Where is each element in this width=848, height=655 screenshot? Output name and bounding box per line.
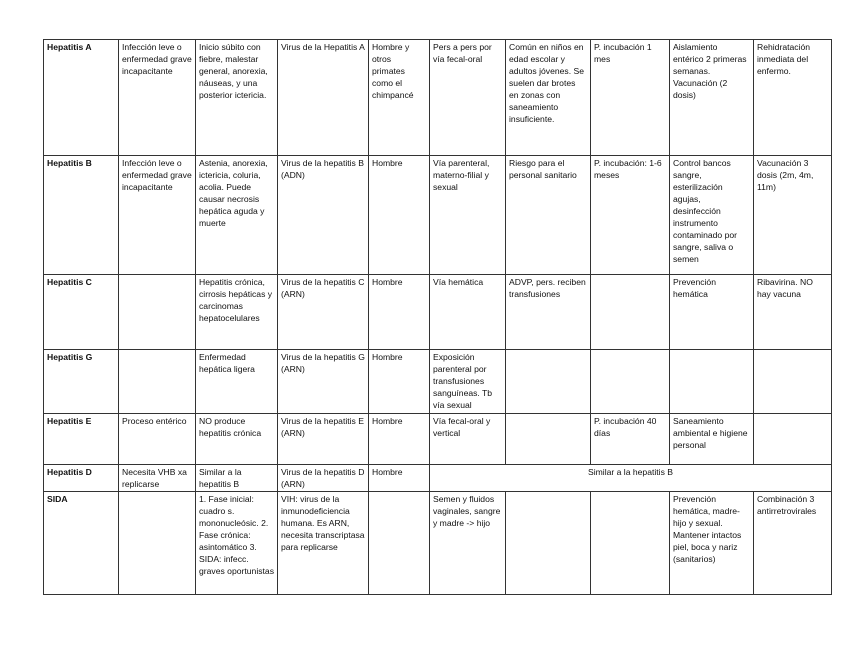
epidemiology-cell: Riesgo para el personal sanitario (506, 156, 591, 275)
prevention-cell: Control bancos sangre, esterilización agujas, desinfección instrumento contaminado por sangre, saliva o semen (670, 156, 754, 275)
hepatitis-table (43, 39, 832, 595)
incubation-cell (591, 492, 670, 595)
table-row (44, 350, 832, 414)
severity-cell: Infección leve o enfermedad grave incapacitante (119, 156, 196, 275)
severity-cell: Infección leve o enfermedad grave incapacitante (119, 40, 196, 156)
treatment-cell (754, 414, 832, 465)
symptoms-cell: Hepatitis crónica, cirrosis hepáticas y carcinomas hepatocelulares (196, 275, 278, 350)
severity-cell: Necesita VHB xa replicarse (119, 465, 196, 492)
reservoir-cell (369, 492, 430, 595)
symptoms-cell: Enfermedad hepática ligera (196, 350, 278, 414)
severity-cell: Proceso entérico (119, 414, 196, 465)
symptoms-cell: Astenia, anorexia, ictericia, coluria, acolia. Puede causar necrosis hepática aguda y muerte (196, 156, 278, 275)
table-row (44, 414, 832, 465)
disease-name-cell: Hepatitis G (44, 350, 119, 414)
disease-name-cell: Hepatitis D (44, 465, 119, 492)
epidemiology-cell: Común en niños en edad escolar y adultos jóvenes. Se suelen dar brotes en zonas con saneamiento insuficiente. (506, 40, 591, 156)
merged-note-cell: Similar a la hepatitis B (430, 465, 832, 492)
agent-cell: VIH: virus de la inmunodeficiencia humana. Es ARN, necesita transcriptasa para replicarse (278, 492, 369, 595)
prevention-cell: Saneamiento ambiental e higiene personal (670, 414, 754, 465)
epidemiology-cell (506, 414, 591, 465)
severity-cell (119, 492, 196, 595)
reservoir-cell: Hombre (369, 275, 430, 350)
incubation-cell (591, 275, 670, 350)
treatment-cell: Combinación 3 antirretrovirales (754, 492, 832, 595)
symptoms-cell: 1. Fase inicial: cuadro s. mononucleósic. 2. Fase crónica: asintomático 3. SIDA: infecc. graves oportunistas (196, 492, 278, 595)
severity-cell (119, 350, 196, 414)
reservoir-cell: Hombre y otros primates como el chimpancé (369, 40, 430, 156)
disease-name-cell: Hepatitis C (44, 275, 119, 350)
disease-name-cell: SIDA (44, 492, 119, 595)
table-row (44, 492, 832, 595)
table-row (44, 40, 832, 156)
symptoms-cell: Similar a la hepatitis B (196, 465, 278, 492)
agent-cell: Virus de la hepatitis B (ADN) (278, 156, 369, 275)
transmission-cell: Vía fecal-oral y vertical (430, 414, 506, 465)
prevention-cell: Prevención hemática, madre-hijo y sexual. Mantener intactos piel, boca y nariz (sanitarios) (670, 492, 754, 595)
prevention-cell: Aislamiento entérico 2 primeras semanas. Vacunación (2 dosis) (670, 40, 754, 156)
table-row (44, 156, 832, 275)
disease-name-cell: Hepatitis A (44, 40, 119, 156)
table-row (44, 465, 832, 492)
epidemiology-cell (506, 492, 591, 595)
prevention-cell: Prevención hemática (670, 275, 754, 350)
agent-cell: Virus de la hepatitis E (ARN) (278, 414, 369, 465)
reservoir-cell: Hombre (369, 156, 430, 275)
treatment-cell: Ribavirina. NO hay vacuna (754, 275, 832, 350)
reservoir-cell: Hombre (369, 414, 430, 465)
treatment-cell: Rehidratación inmediata del enfermo. (754, 40, 832, 156)
incubation-cell: P. incubación: 1-6 meses (591, 156, 670, 275)
transmission-cell: Pers a pers por vía fecal-oral (430, 40, 506, 156)
symptoms-cell: Inicio súbito con fiebre, malestar general, anorexia, náuseas, y una posterior ictericia. (196, 40, 278, 156)
table-row (44, 275, 832, 350)
disease-name-cell: Hepatitis E (44, 414, 119, 465)
transmission-cell: Exposición parenteral por transfusiones sanguíneas. Tb vía sexual (430, 350, 506, 414)
severity-cell (119, 275, 196, 350)
disease-name-cell: Hepatitis B (44, 156, 119, 275)
agent-cell: Virus de la Hepatitis A (278, 40, 369, 156)
incubation-cell: P. incubación 40 días (591, 414, 670, 465)
treatment-cell (754, 350, 832, 414)
epidemiology-cell (506, 350, 591, 414)
agent-cell: Virus de la hepatitis C (ARN) (278, 275, 369, 350)
transmission-cell: Vía parenteral, materno-filial y sexual (430, 156, 506, 275)
reservoir-cell: Hombre (369, 350, 430, 414)
transmission-cell: Semen y fluidos vaginales, sangre y madre -> hijo (430, 492, 506, 595)
reservoir-cell: Hombre (369, 465, 430, 492)
treatment-cell: Vacunación 3 dosis (2m, 4m, 11m) (754, 156, 832, 275)
agent-cell: Virus de la hepatitis D (ARN) (278, 465, 369, 492)
transmission-cell: Vía hemática (430, 275, 506, 350)
prevention-cell (670, 350, 754, 414)
symptoms-cell: NO produce hepatitis crónica (196, 414, 278, 465)
incubation-cell (591, 350, 670, 414)
agent-cell: Virus de la hepatitis G (ARN) (278, 350, 369, 414)
epidemiology-cell: ADVP, pers. reciben transfusiones (506, 275, 591, 350)
incubation-cell: P. incubación 1 mes (591, 40, 670, 156)
